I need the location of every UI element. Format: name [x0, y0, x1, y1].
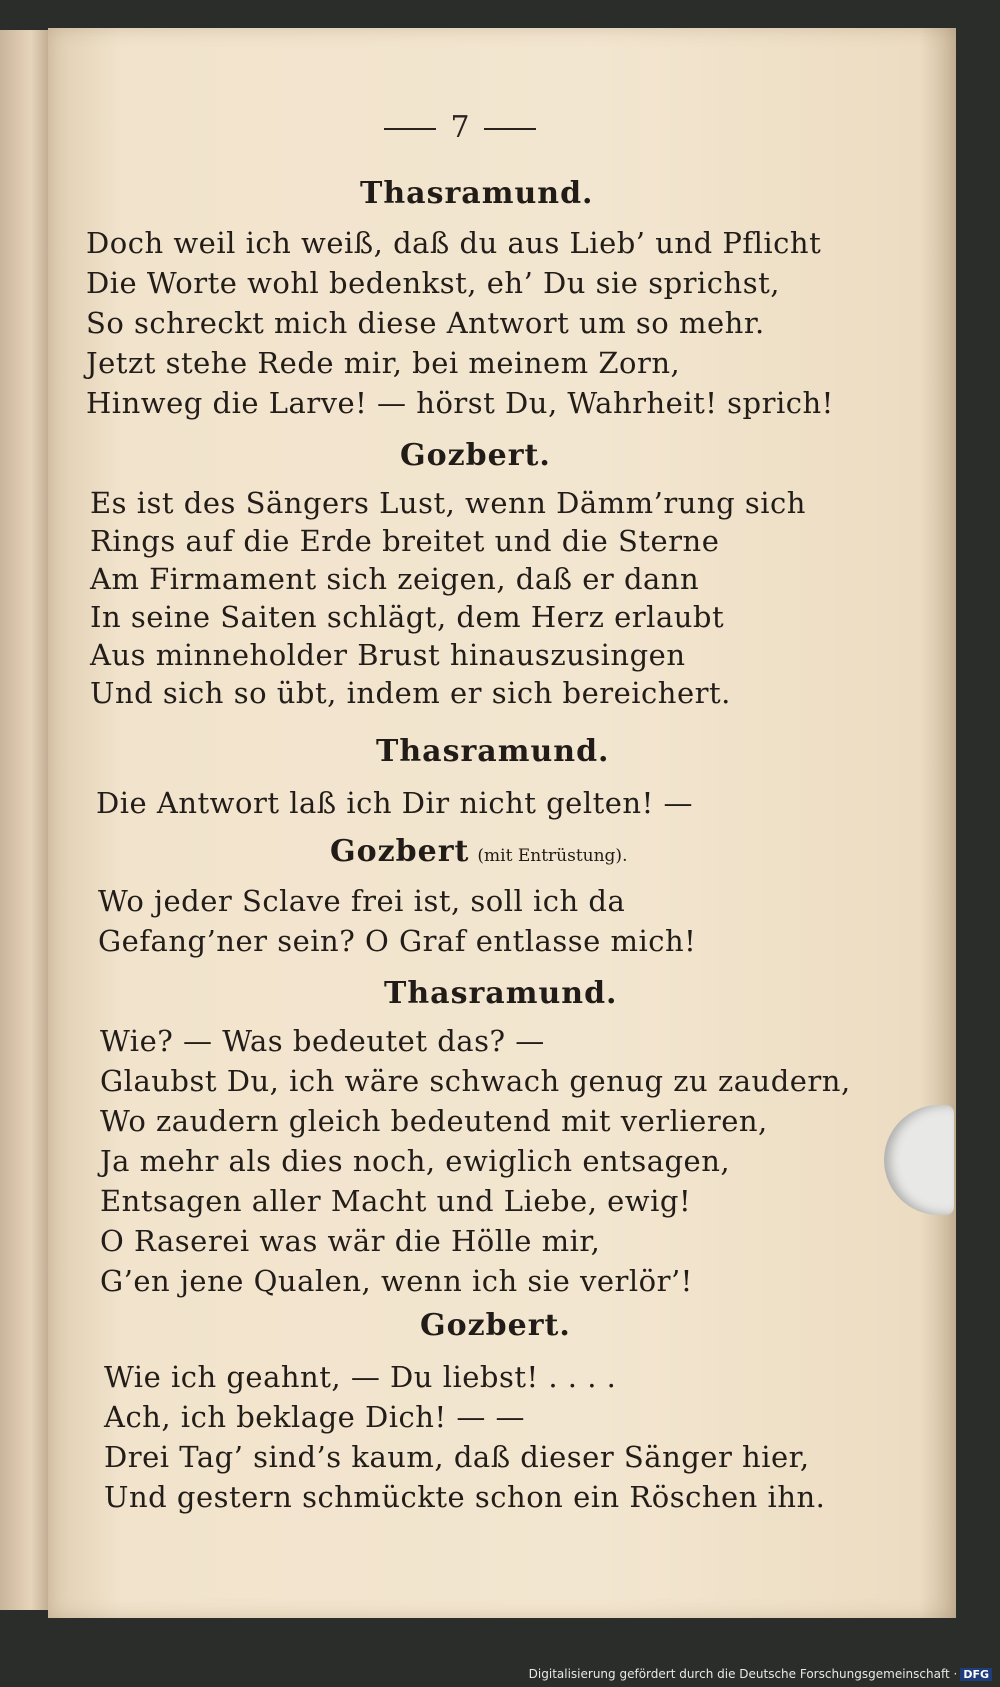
verse-line: Es ist des Sängers Lust, wenn Dämm’rung sich — [90, 486, 806, 520]
verse-line: Und gestern schmückte schon ein Röschen ihn. — [104, 1480, 826, 1514]
verse-line: G’en jene Qualen, wenn ich sie verlör’! — [100, 1264, 693, 1298]
verse-line: Drei Tag’ sind’s kaum, daß dieser Sänger hier, — [104, 1440, 810, 1474]
verse-line: Und sich so übt, indem er sich bereichert. — [90, 676, 731, 710]
verse-line: Hinweg die Larve! — hörst Du, Wahrheit! sprich! — [86, 386, 834, 420]
verse-line: So schreckt mich diese Antwort um so mehr. — [86, 306, 765, 340]
verse-line: Jetzt stehe Rede mir, bei meinem Zorn, — [86, 346, 681, 380]
verse-line: Aus minneholder Brust hinauszusingen — [90, 638, 686, 672]
verse-line: Wo jeder Sclave frei ist, soll ich da — [98, 884, 626, 918]
speaker-heading: Gozbert. — [400, 438, 551, 473]
speaker-heading: Gozbert. — [420, 1308, 571, 1343]
verse-line: Wo zaudern gleich bedeutend mit verlieren, — [100, 1104, 768, 1138]
verse-line: Die Antwort laß ich Dir nicht gelten! — — [96, 786, 693, 820]
stage-direction: (mit Entrüstung). — [477, 846, 628, 866]
speaker-heading: Thasramund. — [376, 734, 610, 769]
page-number — [360, 110, 560, 145]
dash-left — [384, 128, 436, 130]
speaker-heading: Thasramund. — [360, 176, 594, 211]
footer-credit — [529, 1667, 992, 1681]
verse-line: Rings auf die Erde breitet und die Sterne — [90, 524, 720, 558]
speaker-heading: Thasramund. — [384, 976, 618, 1011]
verse-line: Wie ich geahnt, — Du liebst! . . . . — [104, 1360, 617, 1394]
verse-line: O Raserei was wär die Hölle mir, — [100, 1224, 601, 1258]
dash-right — [484, 128, 536, 130]
verse-line: Ach, ich beklage Dich! — — — [104, 1400, 526, 1434]
verse-line: Wie? — Was bedeutet das? — — [100, 1024, 545, 1058]
verse-line: Ja mehr als dies noch, ewiglich entsagen, — [100, 1144, 731, 1178]
speaker-name: Gozbert — [330, 834, 470, 869]
verse-line: Entsagen aller Macht und Liebe, ewig! — [100, 1184, 692, 1218]
verse-line: Die Worte wohl bedenkst, eh’ Du sie sprichst, — [86, 266, 780, 300]
verse-line: Gefang’ner sein? O Graf entlasse mich! — [98, 924, 697, 958]
verse-line: In seine Saiten schlägt, dem Herz erlaubt — [90, 600, 725, 634]
verse-line: Glaubst Du, ich wäre schwach genug zu zaudern, — [100, 1064, 851, 1098]
speaker-heading — [330, 834, 627, 869]
previous-page-edge — [0, 30, 52, 1610]
verse-line: Am Firmament sich zeigen, daß er dann — [90, 562, 700, 596]
dfg-logo: DFG — [960, 1668, 992, 1681]
footer-text: Digitalisierung gefördert durch die Deutsche Forschungsgemeinschaft · — [528, 1667, 958, 1681]
verse-line: Doch weil ich weiß, daß du aus Lieb’ und Pflicht — [86, 226, 822, 260]
page-number-text: 7 — [450, 110, 470, 145]
